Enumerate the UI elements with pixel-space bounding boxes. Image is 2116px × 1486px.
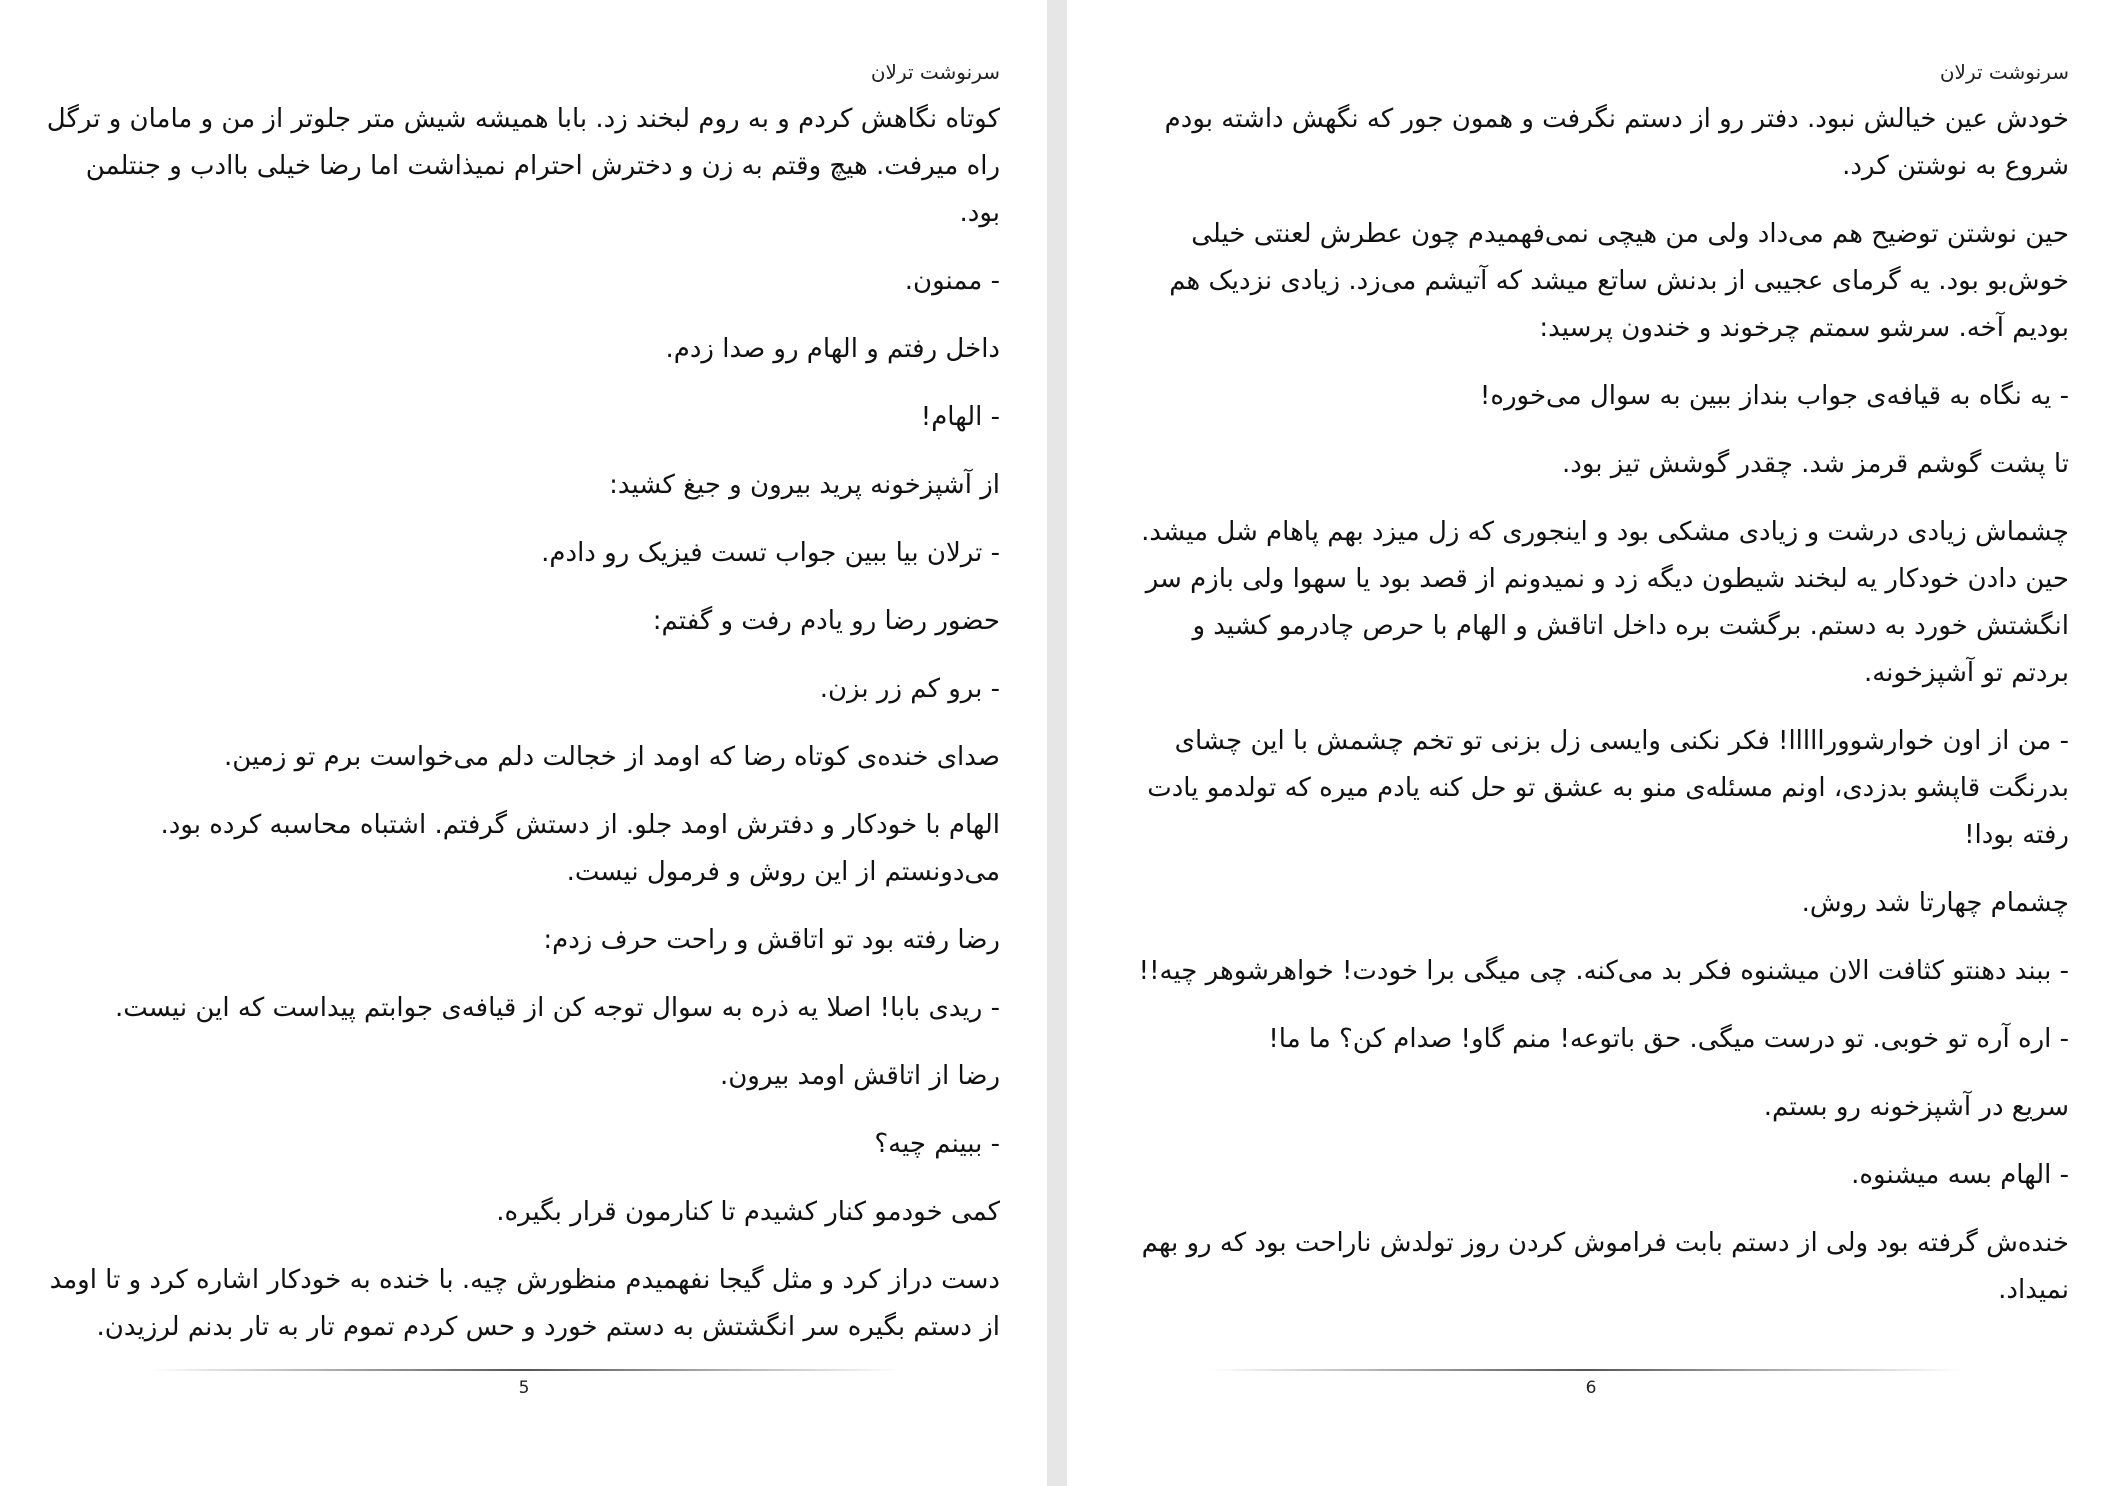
page-body xyxy=(1129,96,2069,1335)
paragraph: - اره آره تو خوبی. تو درست میگی. حق باتوعه! منم گاو! صدام کن؟ ما ما! xyxy=(1268,1024,2069,1054)
page-header: سرنوشت ترلان xyxy=(1939,60,2069,84)
page-number: 6 xyxy=(1585,1378,1597,1398)
paragraph: - ببینم چیه؟ xyxy=(874,1129,1000,1159)
paragraph: - الهام! xyxy=(920,402,1000,432)
page-number: 5 xyxy=(518,1378,530,1398)
page-5 xyxy=(0,0,1047,1486)
paragraph: - ممنون. xyxy=(904,266,1000,296)
paragraph: - ترلان بیا ببین جواب تست فیزیک رو دادم. xyxy=(541,538,1000,568)
page-header: سرنوشت ترلان xyxy=(870,60,1000,84)
paragraph: - الهام بسه میشنوه. xyxy=(1851,1160,2069,1190)
paragraph: داخل رفتم و الهام رو صدا زدم. xyxy=(665,334,1000,364)
footer-divider xyxy=(1210,1369,1960,1371)
paragraph: کوتاه نگاهش کردم و به روم لبخند زد. بابا همیشه شیش متر جلوتر از من و مامان و ترگل راه میرفت. هیچ وقتم به زن و دخترش احترام نمیذاشت اما رضا خیلی باادب و جنتلمن بود. xyxy=(46,104,1000,228)
paragraph: - یه نگاه به قیافه‌ی جواب بنداز ببین به سوال می‌خوره! xyxy=(1479,381,2069,411)
paragraph: خنده‌ش گرفته بود ولی از دستم بابت فراموش کردن روز تولدش ناراحت بود که رو بهم نمیداد. xyxy=(1141,1228,2069,1305)
paragraph: چشماش زیادی درشت و زیادی مشکی بود و اینجوری که زل میزد بهم پاهام شل میشد. حین دادن خودکار یه لبخند شیطون دیگه زد و نمیدونم از قصد بود یا سهوا ولی بازم سر انگشتش خورد به دستم. برگشت بره داخل اتاقش و الهام با حرص چادرمو کشید و بردتم تو آشپزخونه. xyxy=(1141,517,2069,688)
page-gutter xyxy=(1047,0,1067,1486)
paragraph: - ریدی بابا! اصلا یه ذره به سوال توجه کن از قیافه‌ی جوابتم پیداست که این نیست. xyxy=(115,993,1000,1023)
paragraph: رضا رفته بود تو اتاقش و راحت حرف زدم: xyxy=(543,925,1000,955)
paragraph: چشمام چهارتا شد روش. xyxy=(1801,888,2069,918)
page-body xyxy=(45,96,1000,1372)
paragraph: - ببند دهنتو کثافت الان میشنوه فکر بد می‌کنه. چی میگی برا خودت! خواهرشوهر چیه!! xyxy=(1138,956,2069,986)
paragraph: الهام با خودکار و دفترش اومد جلو. از دستش گرفتم. اشتباه محاسبه کرده بود. می‌دونستم از این روش و فرمول نیست. xyxy=(160,810,1000,887)
paragraph: - برو کم زر بزن. xyxy=(819,674,1000,704)
paragraph: سریع در آشپزخونه رو بستم. xyxy=(1763,1092,2069,1122)
paragraph: رضا از اتاقش اومد بیرون. xyxy=(719,1061,1000,1091)
paragraph: خودش عین خیالش نبود. دفتر رو از دستم نگرفت و همون جور که نگهش داشته بودم شروع به نوشتن کرد. xyxy=(1164,104,2069,181)
paragraph: تا پشت گوشم قرمز شد. چقدر گوشش تیز بود. xyxy=(1562,449,2069,479)
paragraph: - من از اون خوارشوورااااا! فکر نکنی وایسی زل بزنی تو تخم چشمش با این چشای بدرنگت قاپشو بدزدی، اونم مسئله‌ی منو به عشق تو حل کنه یادم میره که تولدمو یادت رفته بودا! xyxy=(1147,726,2069,850)
paragraph: از آشپزخونه پرید بیرون و جیغ کشید: xyxy=(609,470,1000,500)
paragraph: حین نوشتن توضیح هم می‌داد ولی من هیچی نمی‌فهمیدم چون عطرش لعنتی خیلی خوش‌بو بود. یه گرمای عجیبی از بدنش ساتع میشد که آتیشم می‌زد. زیادی نزدیک هم بودیم آخه. سرشو سمتم چرخوند و خندون پرسید: xyxy=(1169,219,2069,343)
paragraph: حضور رضا رو یادم رفت و گفتم: xyxy=(652,606,1000,636)
paragraph: دست دراز کرد و مثل گیجا نفهمیدم منظورش چیه. با خنده به خودکار اشاره کرد و تا اومد از دستم بگیره سر انگشتش به دستم خورد و حس کردم تموم تار به تار بدنم لرزیدن. xyxy=(49,1265,1000,1342)
paragraph: صدای خنده‌ی کوتاه رضا که اومد از خجالت دلم می‌خواست برم تو زمین. xyxy=(223,742,1000,772)
page-6 xyxy=(1067,0,2116,1486)
paragraph: کمی خودمو کنار کشیدم تا کنارمون قرار بگیره. xyxy=(496,1197,1000,1227)
footer-divider xyxy=(150,1369,900,1371)
